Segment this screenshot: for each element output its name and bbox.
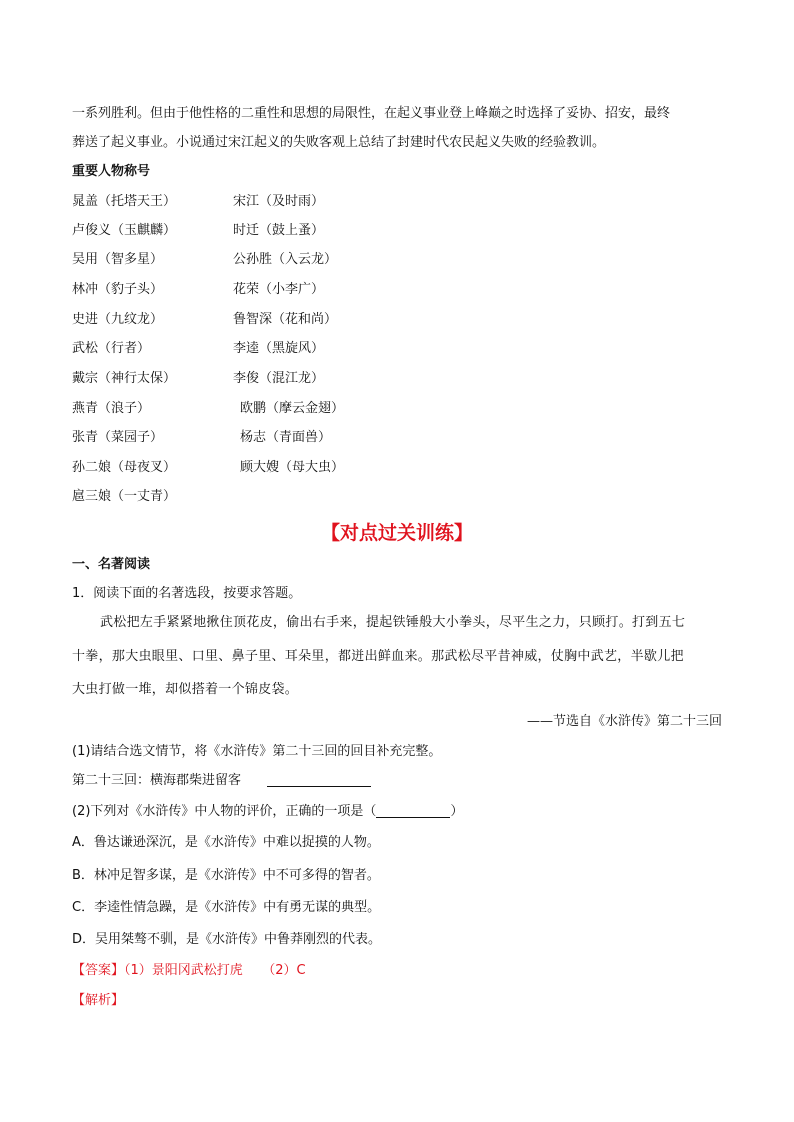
excerpt-source: ——节选自《水浒传》第二十三回 (526, 714, 722, 729)
character-item: 孙二娘（母夜叉） (72, 460, 177, 475)
sub-question-2-text: (2)下列对《水浒传》中人物的评价，正确的一项是（ (72, 804, 377, 819)
character-item: 李逵（黑旋风） (233, 341, 325, 356)
intro-line-2: 葬送了起义事业。小说通过宋江起义的失败客观上总结了封建时代农民起义失败的经验教训。 (72, 135, 606, 150)
characters-heading: 重要人物称号 (72, 164, 151, 179)
sub-question-2 (72, 803, 463, 821)
character-item: 张青（菜园子） (72, 430, 164, 445)
character-item: 宋江（及时雨） (233, 194, 325, 209)
character-item: 时迁（鼓上蚤） (233, 223, 325, 238)
character-item: 杨志（青面兽） (240, 430, 332, 445)
character-item: 晁盖（托塔天王） (72, 194, 177, 209)
intro-line-1: 一系列胜利。但由于他性格的二重性和思想的局限性，在起义事业登上峰巅之时选择了妥协、招安，最终 (72, 106, 671, 121)
character-item: 鲁智深（花和尚） (233, 312, 338, 327)
character-item: 欧鹏（摩云金翅） (240, 401, 345, 416)
character-item: 林冲（豹子头） (72, 282, 164, 297)
excerpt-line-3: 大虫打做一堆，却似搭着一个锦皮袋。 (72, 682, 299, 697)
excerpt-line-1: 武松把左手紧紧地揪住顶花皮，偷出右手来，提起铁锤般大小拳头，尽平生之力，只顾打。打到五七 (100, 615, 686, 630)
option-b: B．林冲足智多谋，是《水浒传》中不可多得的智者。 (72, 868, 380, 883)
character-item: 卢俊义（玉麒麟） (72, 223, 177, 238)
character-item: 武松（行者） (72, 341, 151, 356)
character-item: 戴宗（神行太保） (72, 371, 177, 386)
option-c: C．李逵性情急躁，是《水浒传》中有勇无谋的典型。 (72, 900, 381, 915)
character-item: 公孙胜（入云龙） (233, 252, 338, 267)
character-item: 花荣（小李广） (233, 282, 325, 297)
excerpt-line-2: 十拳，那大虫眼里、口里、鼻子里、耳朵里，都迸出鲜血来。那武松尽平昔神威，仗胸中武艺，半歇儿把 (72, 649, 684, 664)
answer-line: 【答案】（1）景阳冈武松打虎 （2）C (72, 963, 306, 978)
option-a: A．鲁达谦逊深沉，是《水浒传》中难以捉摸的人物。 (72, 835, 380, 850)
choice-blank[interactable] (376, 803, 450, 818)
sub-question-2-close: ） (450, 804, 464, 819)
character-item: 吴用（智多星） (72, 252, 164, 267)
answer-blank[interactable] (267, 772, 371, 787)
part-heading: 一、名著阅读 (72, 557, 151, 572)
fill-label: 第二十三回：横海郡柴进留客 (72, 773, 242, 788)
section-title: 【对点过关训练】 (320, 522, 473, 544)
question-stem: 1．阅读下面的名著选段，按要求答题。 (72, 586, 302, 601)
character-item: 燕青（浪子） (72, 401, 151, 416)
character-item: 李俊（混江龙） (233, 371, 325, 386)
sub-question-1: (1)请结合选文情节，将《水浒传》第二十三回的回目补充完整。 (72, 744, 442, 759)
character-item: 史进（九纹龙） (72, 312, 164, 327)
character-item: 顾大嫂（母大虫） (240, 460, 345, 475)
sub-question-1-fill (72, 772, 371, 790)
character-item: 扈三娘（一丈青） (72, 489, 177, 504)
analysis-label: 【解析】 (72, 993, 125, 1008)
option-d: D．吴用桀骜不驯，是《水浒传》中鲁莽刚烈的代表。 (72, 932, 382, 947)
